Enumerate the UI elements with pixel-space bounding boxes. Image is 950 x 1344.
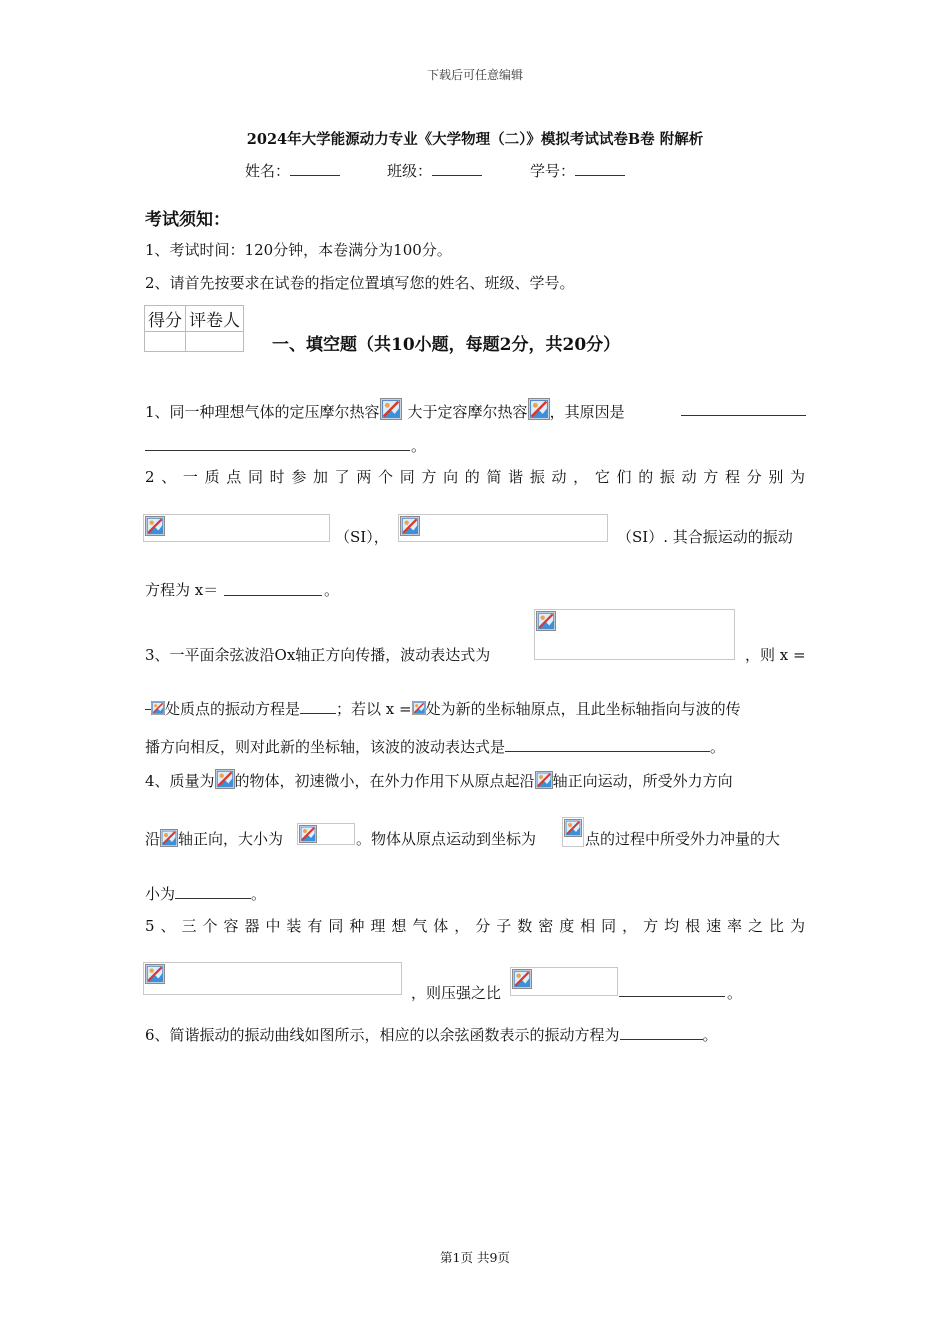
q3-text: 处为新的坐标轴原点，且此坐标轴指向与波的传: [425, 700, 741, 718]
question-5: 5、三个容器中装有同种理想气体，分子数密度相同，方均根速率之比为: [145, 917, 805, 935]
q4-text: 沿: [145, 830, 161, 848]
name-label: 姓名：: [245, 162, 291, 180]
question-6: [145, 1025, 718, 1045]
q6-text: 6、简谐振动的振动曲线如图所示，相应的以余弦函数表示的振动方程为: [145, 1026, 620, 1044]
broken-image-icon: [215, 769, 235, 789]
id-label: 学号：: [530, 162, 576, 180]
q3-text: ；若以 x =: [336, 700, 412, 718]
q3-line-3: [145, 737, 725, 757]
q5-end: 。: [727, 984, 743, 1002]
q4-text: 轴正向运动，所受外力方向: [552, 772, 733, 790]
q4-text: 小为: [145, 885, 176, 903]
equation-image-1: [143, 514, 330, 542]
q6-end: 。: [702, 1026, 718, 1044]
q3-line-2: [145, 699, 741, 719]
notice-heading: 考试须知：: [145, 210, 230, 230]
grader-header: 评卷人: [186, 306, 244, 332]
q3-text: 处质点的振动方程是: [165, 700, 301, 718]
class-blank[interactable]: [432, 161, 482, 176]
pressure-ratio-image: [510, 967, 618, 996]
exam-title: 2024年大学能源动力专业《大学物理（二）》模拟考试试卷B卷 附解析: [246, 131, 704, 148]
q4-line-3: [145, 884, 266, 904]
page-footer: 第1页 共9页: [440, 1250, 510, 1265]
answer-blank[interactable]: [175, 884, 251, 899]
q2-si-2: （SI）. 其合振运动的振动: [617, 528, 793, 546]
q2-line-3: 方程为 x＝: [145, 581, 219, 599]
score-header: 得分: [145, 306, 186, 332]
answer-blank[interactable]: [505, 737, 710, 752]
coordinate-image: [562, 817, 584, 847]
score-cell[interactable]: [145, 332, 186, 352]
name-blank[interactable]: [290, 161, 340, 176]
q1-text: 1、同一种理想气体的定压摩尔热容: [145, 403, 380, 421]
question-2: 2、一质点同时参加了两个同方向的简谐振动，它们的振动方程分别为: [145, 468, 805, 486]
broken-image-icon: [151, 699, 165, 717]
class-field: [387, 160, 482, 181]
q1-text: 大于定容摩尔热容: [407, 403, 528, 421]
broken-image-icon: [380, 398, 408, 420]
page-header: 下载后可任意编辑: [426, 68, 523, 82]
grader-cell[interactable]: [186, 332, 244, 352]
answer-blank[interactable]: [300, 699, 336, 714]
q4-line-2: [145, 829, 283, 849]
q3-text: ，则 x =: [745, 646, 806, 664]
answer-blank[interactable]: [619, 996, 725, 997]
broken-image-icon: [160, 829, 178, 847]
force-image: [297, 823, 355, 845]
q3-text: 播方向相反，则对此新的坐标轴，该波的波动表达式是: [145, 738, 506, 756]
answer-blank[interactable]: [224, 595, 322, 596]
question-3: 3、一平面余弦波沿Ox轴正方向传播，波动表达式为: [145, 646, 491, 664]
q2-end: 。: [324, 581, 340, 599]
equation-image-2: [398, 514, 608, 542]
q3-end: 。: [710, 738, 726, 756]
q4-line-2b: 。物体从原点运动到坐标为: [356, 830, 537, 848]
class-label: 班级：: [387, 162, 433, 180]
q4-text: 轴正向，大小为: [178, 830, 284, 848]
broken-image-icon: [535, 771, 553, 789]
ratio-image: [143, 962, 402, 995]
section-title: 一、填空题（共10小题，每题2分，共20分）: [272, 335, 621, 355]
id-blank[interactable]: [575, 161, 625, 176]
q4-text: 的物体，初速微小，在外力作用下从原点起沿: [234, 772, 535, 790]
q5-text: ，则压强之比: [411, 984, 502, 1002]
notice-item: 1、考试时间：120分钟，本卷满分为100分。: [145, 241, 452, 259]
question-4: [145, 769, 733, 791]
q4-text: 4、质量为: [145, 772, 215, 790]
score-table: [144, 305, 244, 352]
broken-image-icon: [412, 699, 426, 717]
id-field: [530, 160, 625, 181]
answer-blank[interactable]: [145, 450, 410, 451]
question-1: [145, 398, 625, 422]
q4-end: 。: [251, 885, 267, 903]
q1-text: ，其原因是: [549, 403, 625, 421]
q1-end: 。: [411, 437, 427, 455]
name-field: [245, 160, 340, 181]
notice-item: 2、请首先按要求在试卷的指定位置填写您的姓名、班级、学号。: [145, 274, 575, 292]
q4-line-2c: 点的过程中所受外力冲量的大: [585, 830, 781, 848]
answer-blank[interactable]: [620, 1025, 703, 1040]
q2-si-1: （SI），: [335, 528, 389, 546]
broken-image-icon: [528, 398, 550, 420]
answer-blank[interactable]: [681, 415, 806, 416]
wave-equation-image: [534, 609, 735, 660]
